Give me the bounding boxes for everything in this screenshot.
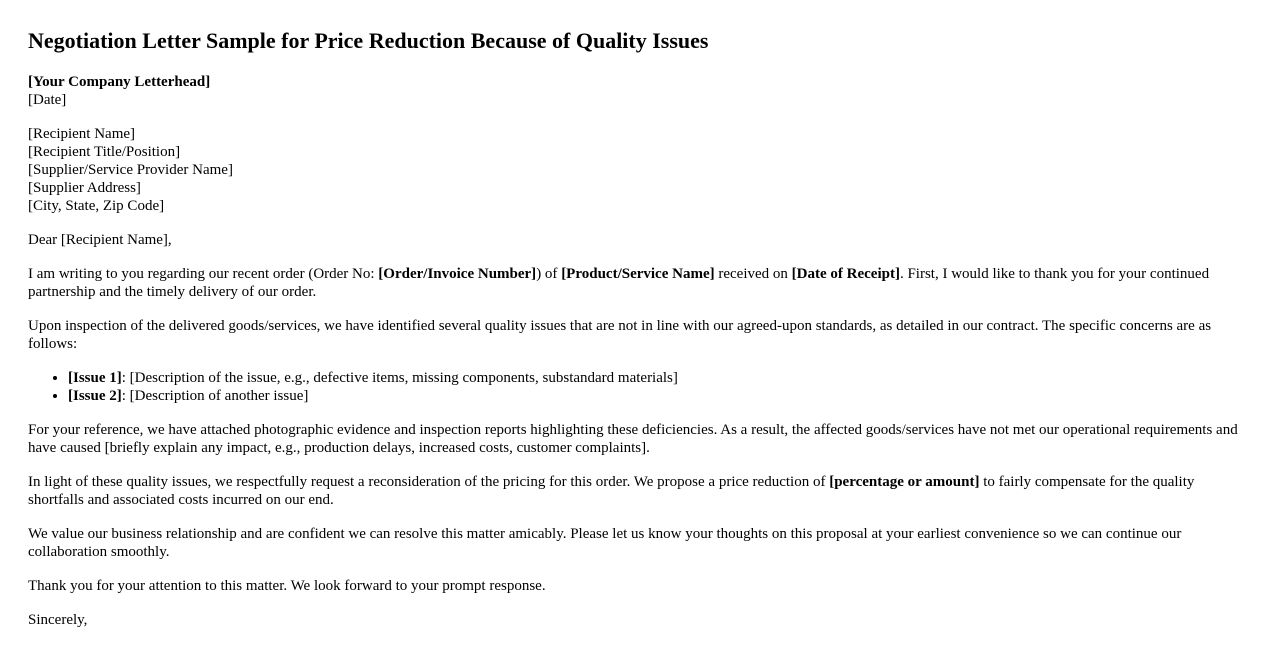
paragraph-evidence: For your reference, we have attached photographic evidence and inspection reports highlighting these deficiencies. As a result, the affected goods/services have not met our operational requirements and have caused [briefly explain any impact, e.g., production delays, increased costs, customer complaints]. xyxy=(28,422,1238,456)
issue-description: : [Description of the issue, e.g., defective items, missing components, substandard materials] xyxy=(121,370,678,386)
list-item xyxy=(68,369,1250,387)
recipient-title: [Recipient Title/Position] xyxy=(28,144,181,160)
letter-date: [Date] xyxy=(28,92,67,108)
supplier-name: [Supplier/Service Provider Name] xyxy=(28,162,233,178)
closing: Sincerely, xyxy=(28,612,88,628)
recipient-name: [Recipient Name] xyxy=(28,126,136,142)
issue-label: [Issue 2] xyxy=(68,388,122,404)
para1-text-4: . First, I would like to thank you for your continued partnership and the timely delivery of our order. xyxy=(28,266,1210,300)
para1-text-1: I am writing to you regarding our recent order (Order No: xyxy=(28,266,379,282)
salutation: Dear [Recipient Name], xyxy=(28,232,172,248)
company-letterhead: [Your Company Letterhead] xyxy=(28,74,211,90)
paragraph-thanks: Thank you for your attention to this matter. We look forward to your prompt response. xyxy=(28,578,546,594)
paragraph-price-reduction xyxy=(28,473,1250,509)
letter-header xyxy=(28,73,1250,109)
order-number-placeholder: [Order/Invoice Number] xyxy=(378,266,537,282)
issue-label: [Issue 1] xyxy=(68,370,122,386)
paragraph-inspection: Upon inspection of the delivered goods/services, we have identified several quality issues that are not in line with our agreed-upon standards, as detailed in our contract. The specific concerns are as follows: xyxy=(28,318,1212,352)
page-title: Negotiation Letter Sample for Price Reduction Because of Quality Issues xyxy=(28,28,709,53)
issues-list xyxy=(28,369,1250,405)
para1-text-2: ) of xyxy=(536,266,562,282)
product-name-placeholder: [Product/Service Name] xyxy=(561,266,715,282)
supplier-address: [Supplier Address] xyxy=(28,180,141,196)
recipient-address-block xyxy=(28,125,1250,215)
para1-text-3: received on xyxy=(714,266,792,282)
para4-text-1: In light of these quality issues, we respectfully request a reconsideration of the pricing for this order. We propose a price reduction of xyxy=(28,474,830,490)
paragraph-order-reference xyxy=(28,265,1250,301)
reduction-amount-placeholder: [percentage or amount] xyxy=(829,474,980,490)
receipt-date-placeholder: [Date of Receipt] xyxy=(791,266,900,282)
supplier-city: [City, State, Zip Code] xyxy=(28,198,165,214)
list-item xyxy=(68,387,1250,405)
para4-text-2: to fairly compensate for the quality shortfalls and associated costs incurred on our end. xyxy=(28,474,1195,508)
issue-description: : [Description of another issue] xyxy=(121,388,309,404)
paragraph-relationship: We value our business relationship and are confident we can resolve this matter amicably. Please let us know your thoughts on this proposal at your earliest convenience so we can continue our collaboration smoothly. xyxy=(28,526,1182,560)
